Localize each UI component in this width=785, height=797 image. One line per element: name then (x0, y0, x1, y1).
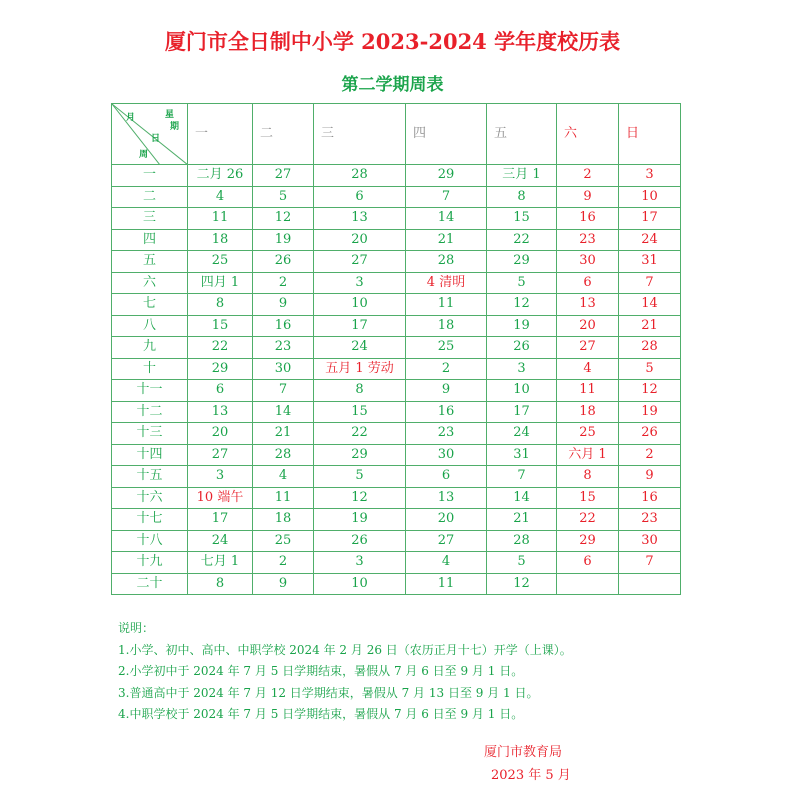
week-number-cell: 十九 (112, 552, 188, 574)
day-cell: 21 (253, 423, 314, 445)
week-number-cell: 十一 (112, 380, 188, 402)
week-row (112, 294, 681, 316)
day-cell: 6 (557, 272, 619, 294)
day-cell: 4 清明 (406, 272, 487, 294)
day-cell: 14 (406, 208, 487, 230)
day-cell: 7 (253, 380, 314, 402)
day-cell: 25 (406, 337, 487, 359)
day-cell: 9 (557, 186, 619, 208)
week-row (112, 573, 681, 595)
day-cell: 29 (188, 358, 253, 380)
day-cell: 21 (619, 315, 681, 337)
day-cell: 5 (619, 358, 681, 380)
day-cell: 19 (619, 401, 681, 423)
day-cell: 18 (253, 509, 314, 531)
week-number-cell: 十五 (112, 466, 188, 488)
week-row (112, 444, 681, 466)
day-cell: 5 (253, 186, 314, 208)
day-cell: 13 (406, 487, 487, 509)
day-cell: 2 (253, 272, 314, 294)
day-cell: 27 (188, 444, 253, 466)
day-cell: 7 (619, 552, 681, 574)
week-row (112, 487, 681, 509)
week-number-cell: 十 (112, 358, 188, 380)
week-row (112, 380, 681, 402)
day-cell: 26 (314, 530, 406, 552)
day-cell: 15 (188, 315, 253, 337)
day-cell: 27 (557, 337, 619, 359)
week-number-cell: 十二 (112, 401, 188, 423)
week-row (112, 272, 681, 294)
day-cell: 13 (557, 294, 619, 316)
day-cell (557, 573, 619, 595)
week-number-cell: 十四 (112, 444, 188, 466)
day-cell: 2 (619, 444, 681, 466)
day-cell: 18 (557, 401, 619, 423)
day-cell: 15 (557, 487, 619, 509)
day-cell: 3 (487, 358, 557, 380)
day-cell: 16 (619, 487, 681, 509)
day-cell: 5 (314, 466, 406, 488)
day-cell: 29 (557, 530, 619, 552)
day-cell: 30 (253, 358, 314, 380)
day-cell (619, 573, 681, 595)
week-row (112, 530, 681, 552)
day-cell: 3 (188, 466, 253, 488)
day-cell: 16 (253, 315, 314, 337)
week-row (112, 208, 681, 230)
corner-month-label: 月 (126, 113, 136, 123)
header-wed: 三 (314, 104, 406, 165)
day-cell: 29 (406, 165, 487, 187)
day-cell: 27 (406, 530, 487, 552)
day-cell: 12 (253, 208, 314, 230)
day-cell: 3 (314, 552, 406, 574)
signature-date: 2023 年 5 月 (491, 768, 571, 783)
day-cell: 25 (253, 530, 314, 552)
day-cell: 26 (619, 423, 681, 445)
day-cell: 28 (487, 530, 557, 552)
day-cell: 6 (406, 466, 487, 488)
note-item: 3.普通高中于 2024 年 7 月 12 日学期结束，暑假从 7 月 13 日至 9 月 1 日。 (118, 685, 539, 700)
header-sat: 六 (557, 104, 619, 165)
day-cell: 3 (314, 272, 406, 294)
page-subtitle: 第二学期周表 (341, 75, 444, 95)
week-number-cell: 四 (112, 229, 188, 251)
day-cell: 7 (619, 272, 681, 294)
day-cell: 3 (619, 165, 681, 187)
week-number-cell: 十三 (112, 423, 188, 445)
day-cell: 25 (188, 251, 253, 273)
day-cell: 29 (314, 444, 406, 466)
day-cell: 26 (487, 337, 557, 359)
week-number-cell: 八 (112, 315, 188, 337)
calendar-table (111, 103, 681, 595)
day-cell: 17 (619, 208, 681, 230)
day-cell: 9 (406, 380, 487, 402)
day-cell: 10 (314, 573, 406, 595)
day-cell: 12 (619, 380, 681, 402)
week-row (112, 337, 681, 359)
day-cell: 28 (253, 444, 314, 466)
day-cell: 17 (314, 315, 406, 337)
header-row (112, 104, 681, 165)
day-cell: 25 (557, 423, 619, 445)
day-cell: 12 (314, 487, 406, 509)
notes-block (118, 618, 572, 726)
week-row (112, 466, 681, 488)
day-cell: 12 (487, 573, 557, 595)
day-cell: 27 (253, 165, 314, 187)
week-row (112, 509, 681, 531)
day-cell: 6 (188, 380, 253, 402)
day-cell: 12 (487, 294, 557, 316)
day-cell: 19 (487, 315, 557, 337)
day-cell: 23 (406, 423, 487, 445)
day-cell: 8 (188, 294, 253, 316)
note-item: 4.中职学校于 2024 年 7 月 5 日学期结束，暑假从 7 月 6 日至 9 月 1 日。 (118, 707, 524, 721)
day-cell: 9 (253, 294, 314, 316)
day-cell: 10 (314, 294, 406, 316)
day-cell: 三月 1 (487, 165, 557, 187)
day-cell: 7 (487, 466, 557, 488)
day-cell: 19 (253, 229, 314, 251)
week-number-cell: 十七 (112, 509, 188, 531)
week-number-cell: 二 (112, 186, 188, 208)
day-cell: 6 (557, 552, 619, 574)
day-cell: 5 (487, 552, 557, 574)
header-thu: 四 (406, 104, 487, 165)
day-cell: 4 (557, 358, 619, 380)
header-fri: 五 (487, 104, 557, 165)
day-cell: 11 (406, 573, 487, 595)
day-cell: 27 (314, 251, 406, 273)
day-cell: 11 (253, 487, 314, 509)
day-cell: 22 (188, 337, 253, 359)
week-row (112, 165, 681, 187)
day-cell: 22 (487, 229, 557, 251)
day-cell: 26 (253, 251, 314, 273)
day-cell: 9 (619, 466, 681, 488)
week-row (112, 401, 681, 423)
week-number-cell: 十六 (112, 487, 188, 509)
day-cell: 15 (314, 401, 406, 423)
day-cell: 24 (314, 337, 406, 359)
day-cell: 30 (406, 444, 487, 466)
day-cell: 16 (557, 208, 619, 230)
day-cell: 21 (487, 509, 557, 531)
day-cell: 5 (487, 272, 557, 294)
day-cell: 8 (557, 466, 619, 488)
day-cell: 23 (253, 337, 314, 359)
corner-cell (112, 104, 188, 165)
week-number-cell: 十八 (112, 530, 188, 552)
day-cell: 20 (314, 229, 406, 251)
week-number-cell: 一 (112, 165, 188, 187)
day-cell: 10 (487, 380, 557, 402)
day-cell: 29 (487, 251, 557, 273)
note-item: 1.小学、初中、高中、中职学校 2024 年 2 月 26 日（农历正月十七）开学（上课）。 (118, 642, 572, 657)
day-cell: 11 (557, 380, 619, 402)
day-cell: 11 (188, 208, 253, 230)
week-row (112, 315, 681, 337)
day-cell: 24 (487, 423, 557, 445)
header-tue: 二 (253, 104, 314, 165)
week-row (112, 552, 681, 574)
day-cell: 13 (314, 208, 406, 230)
day-cell: 8 (188, 573, 253, 595)
day-cell: 24 (188, 530, 253, 552)
day-cell: 28 (619, 337, 681, 359)
day-cell: 七月 1 (188, 552, 253, 574)
day-cell: 17 (487, 401, 557, 423)
day-cell: 23 (619, 509, 681, 531)
day-cell: 8 (487, 186, 557, 208)
week-number-cell: 六 (112, 272, 188, 294)
day-cell: 二月 26 (188, 165, 253, 187)
day-cell: 五月 1 劳动 (314, 358, 406, 380)
corner-diagonals (112, 104, 188, 165)
day-cell: 16 (406, 401, 487, 423)
day-cell: 18 (406, 315, 487, 337)
week-row (112, 229, 681, 251)
day-cell: 4 (406, 552, 487, 574)
day-cell: 24 (619, 229, 681, 251)
day-cell: 14 (487, 487, 557, 509)
day-cell: 28 (406, 251, 487, 273)
week-row (112, 251, 681, 273)
page-title: 厦门市全日制中小学 2023-2024 学年度校历表 (164, 29, 621, 54)
week-number-cell: 二十 (112, 573, 188, 595)
week-number-cell: 九 (112, 337, 188, 359)
day-cell: 14 (253, 401, 314, 423)
day-cell: 2 (253, 552, 314, 574)
note-item: 2.小学初中于 2024 年 7 月 5 日学期结束，暑假从 7 月 6 日至 9 月 1 日。 (118, 664, 524, 678)
week-number-cell: 三 (112, 208, 188, 230)
day-cell: 4 (188, 186, 253, 208)
day-cell: 六月 1 (557, 444, 619, 466)
week-row (112, 358, 681, 380)
day-cell: 18 (188, 229, 253, 251)
corner-weekday-label-2: 期 (170, 122, 180, 132)
week-row (112, 186, 681, 208)
day-cell: 10 (619, 186, 681, 208)
day-cell: 22 (557, 509, 619, 531)
day-cell: 22 (314, 423, 406, 445)
day-cell: 2 (557, 165, 619, 187)
corner-day-label: 日 (151, 134, 161, 144)
day-cell: 15 (487, 208, 557, 230)
day-cell: 28 (314, 165, 406, 187)
day-cell: 四月 1 (188, 272, 253, 294)
day-cell: 4 (253, 466, 314, 488)
day-cell: 9 (253, 573, 314, 595)
day-cell: 21 (406, 229, 487, 251)
day-cell: 19 (314, 509, 406, 531)
day-cell: 10 端午 (188, 487, 253, 509)
day-cell: 20 (406, 509, 487, 531)
week-number-cell: 五 (112, 251, 188, 273)
notes-label: 说明： (118, 621, 155, 635)
day-cell: 14 (619, 294, 681, 316)
day-cell: 30 (619, 530, 681, 552)
day-cell: 8 (314, 380, 406, 402)
header-sun: 日 (619, 104, 681, 165)
day-cell: 23 (557, 229, 619, 251)
day-cell: 20 (188, 423, 253, 445)
day-cell: 31 (619, 251, 681, 273)
corner-week-label: 周 (139, 150, 149, 160)
week-number-cell: 七 (112, 294, 188, 316)
day-cell: 17 (188, 509, 253, 531)
day-cell: 7 (406, 186, 487, 208)
signature-org: 厦门市教育局 (484, 745, 563, 760)
header-mon: 一 (188, 104, 253, 165)
day-cell: 31 (487, 444, 557, 466)
day-cell: 30 (557, 251, 619, 273)
corner-weekday-label-1: 星 (165, 110, 175, 120)
day-cell: 20 (557, 315, 619, 337)
day-cell: 6 (314, 186, 406, 208)
day-cell: 13 (188, 401, 253, 423)
day-cell: 11 (406, 294, 487, 316)
week-row (112, 423, 681, 445)
day-cell: 2 (406, 358, 487, 380)
